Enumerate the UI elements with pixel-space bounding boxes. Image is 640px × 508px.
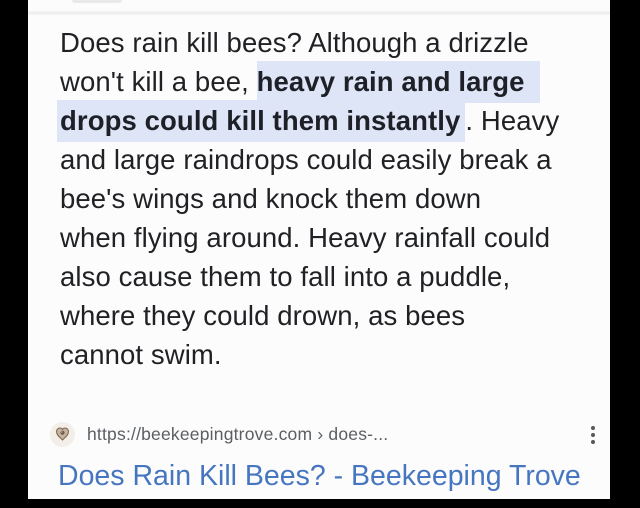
- letterbox-right: [610, 0, 640, 508]
- top-ui-remnant: [72, 0, 122, 3]
- snippet-text: when flying around. Heavy rainfall could: [60, 222, 551, 253]
- snippet-text-line: [60, 335, 596, 374]
- snippet-text-line: [60, 296, 596, 335]
- snippet-text-line: [60, 218, 596, 257]
- letterbox-left: [0, 0, 28, 508]
- snippet-text-line: [60, 101, 596, 140]
- source-link-row[interactable]: [50, 418, 594, 450]
- snippet-text-line: [60, 62, 596, 101]
- snippet-text-line: [60, 257, 596, 296]
- more-options-icon: [591, 433, 595, 437]
- snippet-text: won't kill a bee,: [60, 66, 257, 97]
- snippet-paragraph: [60, 23, 596, 374]
- highlighted-text: heavy rain and large: [257, 61, 540, 103]
- letterbox-bottom: [0, 499, 640, 508]
- snippet-text: . Heavy: [465, 105, 560, 136]
- more-options-icon: [591, 426, 595, 430]
- featured-snippet-card: [28, 0, 610, 499]
- highlighted-text: drops could kill them instantly: [57, 100, 465, 142]
- snippet-text: bee's wings and knock them down: [60, 183, 482, 214]
- snippet-text-line: [60, 23, 596, 62]
- result-title-link[interactable]: Does Rain Kill Bees? - Beekeeping Trove: [58, 460, 581, 492]
- snippet-text: where they could drown, as bees: [60, 300, 466, 331]
- snippet-text-line: [60, 140, 596, 179]
- more-options-icon: [591, 440, 595, 444]
- snippet-text: also cause them to fall into a puddle,: [60, 261, 511, 292]
- site-favicon-icon: [50, 422, 75, 447]
- snippet-text: Does rain kill bees? Although a drizzle: [60, 27, 529, 58]
- snippet-text-line: [60, 179, 596, 218]
- snippet-text: and large raindrops could easily break a: [60, 144, 552, 175]
- top-divider: [28, 11, 610, 15]
- snippet-text: cannot swim.: [60, 339, 222, 370]
- more-options-button[interactable]: [580, 420, 606, 450]
- source-url[interactable]: https://beekeepingtrove.com › does-...: [87, 423, 389, 444]
